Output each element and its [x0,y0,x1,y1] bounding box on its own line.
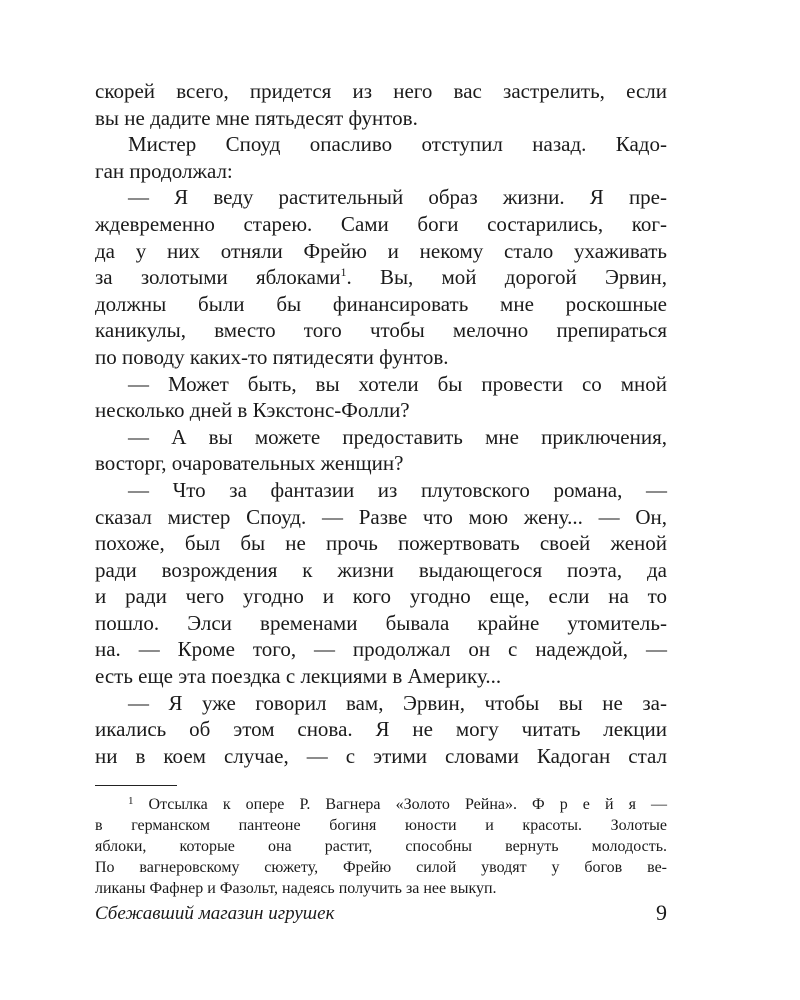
footnote-line: ликаны Фафнер и Фазольт, надеясь получить за нее выкуп. [95,880,497,898]
page-number: 9 [656,900,667,925]
text-line: скорей всего, придется из него вас застрелить, если [95,79,667,103]
footnote-line: в германском пантеоне богиня юности и красоты. Золотые [95,817,667,835]
paragraph-4 [95,371,667,424]
text-line: — Может быть, вы хотели бы провести со мной [128,371,667,396]
text-fragment: за золотыми яблоками [95,265,341,290]
text-line: икались об этом снова. Я не могу читать лекции [95,717,667,742]
text-line: ни в коем случае, — с этими словами Кадоган стал [95,743,667,768]
text-line: — Я веду растительный образ жизни. Я пре- [128,185,667,210]
footnote-line: яблоки, которые она растит, способны вернуть молодость. [95,838,667,856]
text-line: есть еще эта поездка с лекциями в Америку... [95,664,502,689]
text-line: каникулы, вместо того чтобы мелочно препираться [95,318,667,343]
text-line: восторг, очаровательных женщин? [95,451,404,476]
paragraph-5 [95,424,667,477]
text-line: должны были бы финансировать мне роскошные [95,291,667,316]
text-fragment: . Вы, мой дорогой Эрвин, [346,265,667,290]
text-line: похоже, был бы не прочь пожертвовать своей женой [95,531,667,556]
text-line: — Что за фантазии из плутовского романа, — [128,477,667,502]
paragraph-6 [95,477,667,690]
text-line-with-footnote [95,264,667,291]
paragraph-3 [95,184,667,370]
page-content [95,78,667,899]
text-line: пошло. Элси временами бывала крайне утомитель- [95,610,667,635]
footnote-line: По вагнеровскому сюжету, Фрейю силой уводят у богов ве- [95,859,667,877]
paragraph-7 [95,690,667,770]
footnote-divider [95,785,177,786]
footnote-reference[interactable]: 1 [340,265,347,280]
text-line: на. — Кроме того, — продолжал он с надеждой, — [95,637,667,662]
running-title: Сбежавший магазин игрушек [95,903,335,924]
text-line: Мистер Споуд опасливо отступил назад. Кадо- [128,132,667,157]
text-line: сказал мистер Споуд. — Разве что мою жену... — Он, [95,504,667,529]
paragraph-2 [95,131,667,184]
footnote-line [95,794,667,815]
footnote [95,794,667,899]
page-footer [95,900,667,933]
paragraph-1 [95,78,667,131]
text-fragment: Отсылка к опере Р. Вагнера «Золото Рейна». Ф р е й я — [133,796,667,814]
text-line: да у них отняли Фрейю и некому стало ухаживать [95,238,667,263]
footnote-marker: 1 [128,795,134,808]
main-text [95,78,667,769]
text-line: ради возрождения к жизни выдающегося поэта, да [95,557,667,582]
text-line: — Я уже говорил вам, Эрвин, чтобы вы не за- [128,690,667,715]
text-line: ган продолжал: [95,158,233,183]
text-line: ждевременно старею. Сами боги состарились, ког- [95,211,667,236]
text-line: несколько дней в Кэкстонс-Фолли? [95,398,410,423]
text-line: по поводу каких-то пятидесяти фунтов. [95,344,449,369]
text-line: вы не дадите мне пятьдесят фунтов. [95,105,418,130]
text-line: — А вы можете предоставить мне приключения, [128,424,667,449]
text-line: и ради чего угодно и кого угодно еще, если на то [95,584,667,609]
